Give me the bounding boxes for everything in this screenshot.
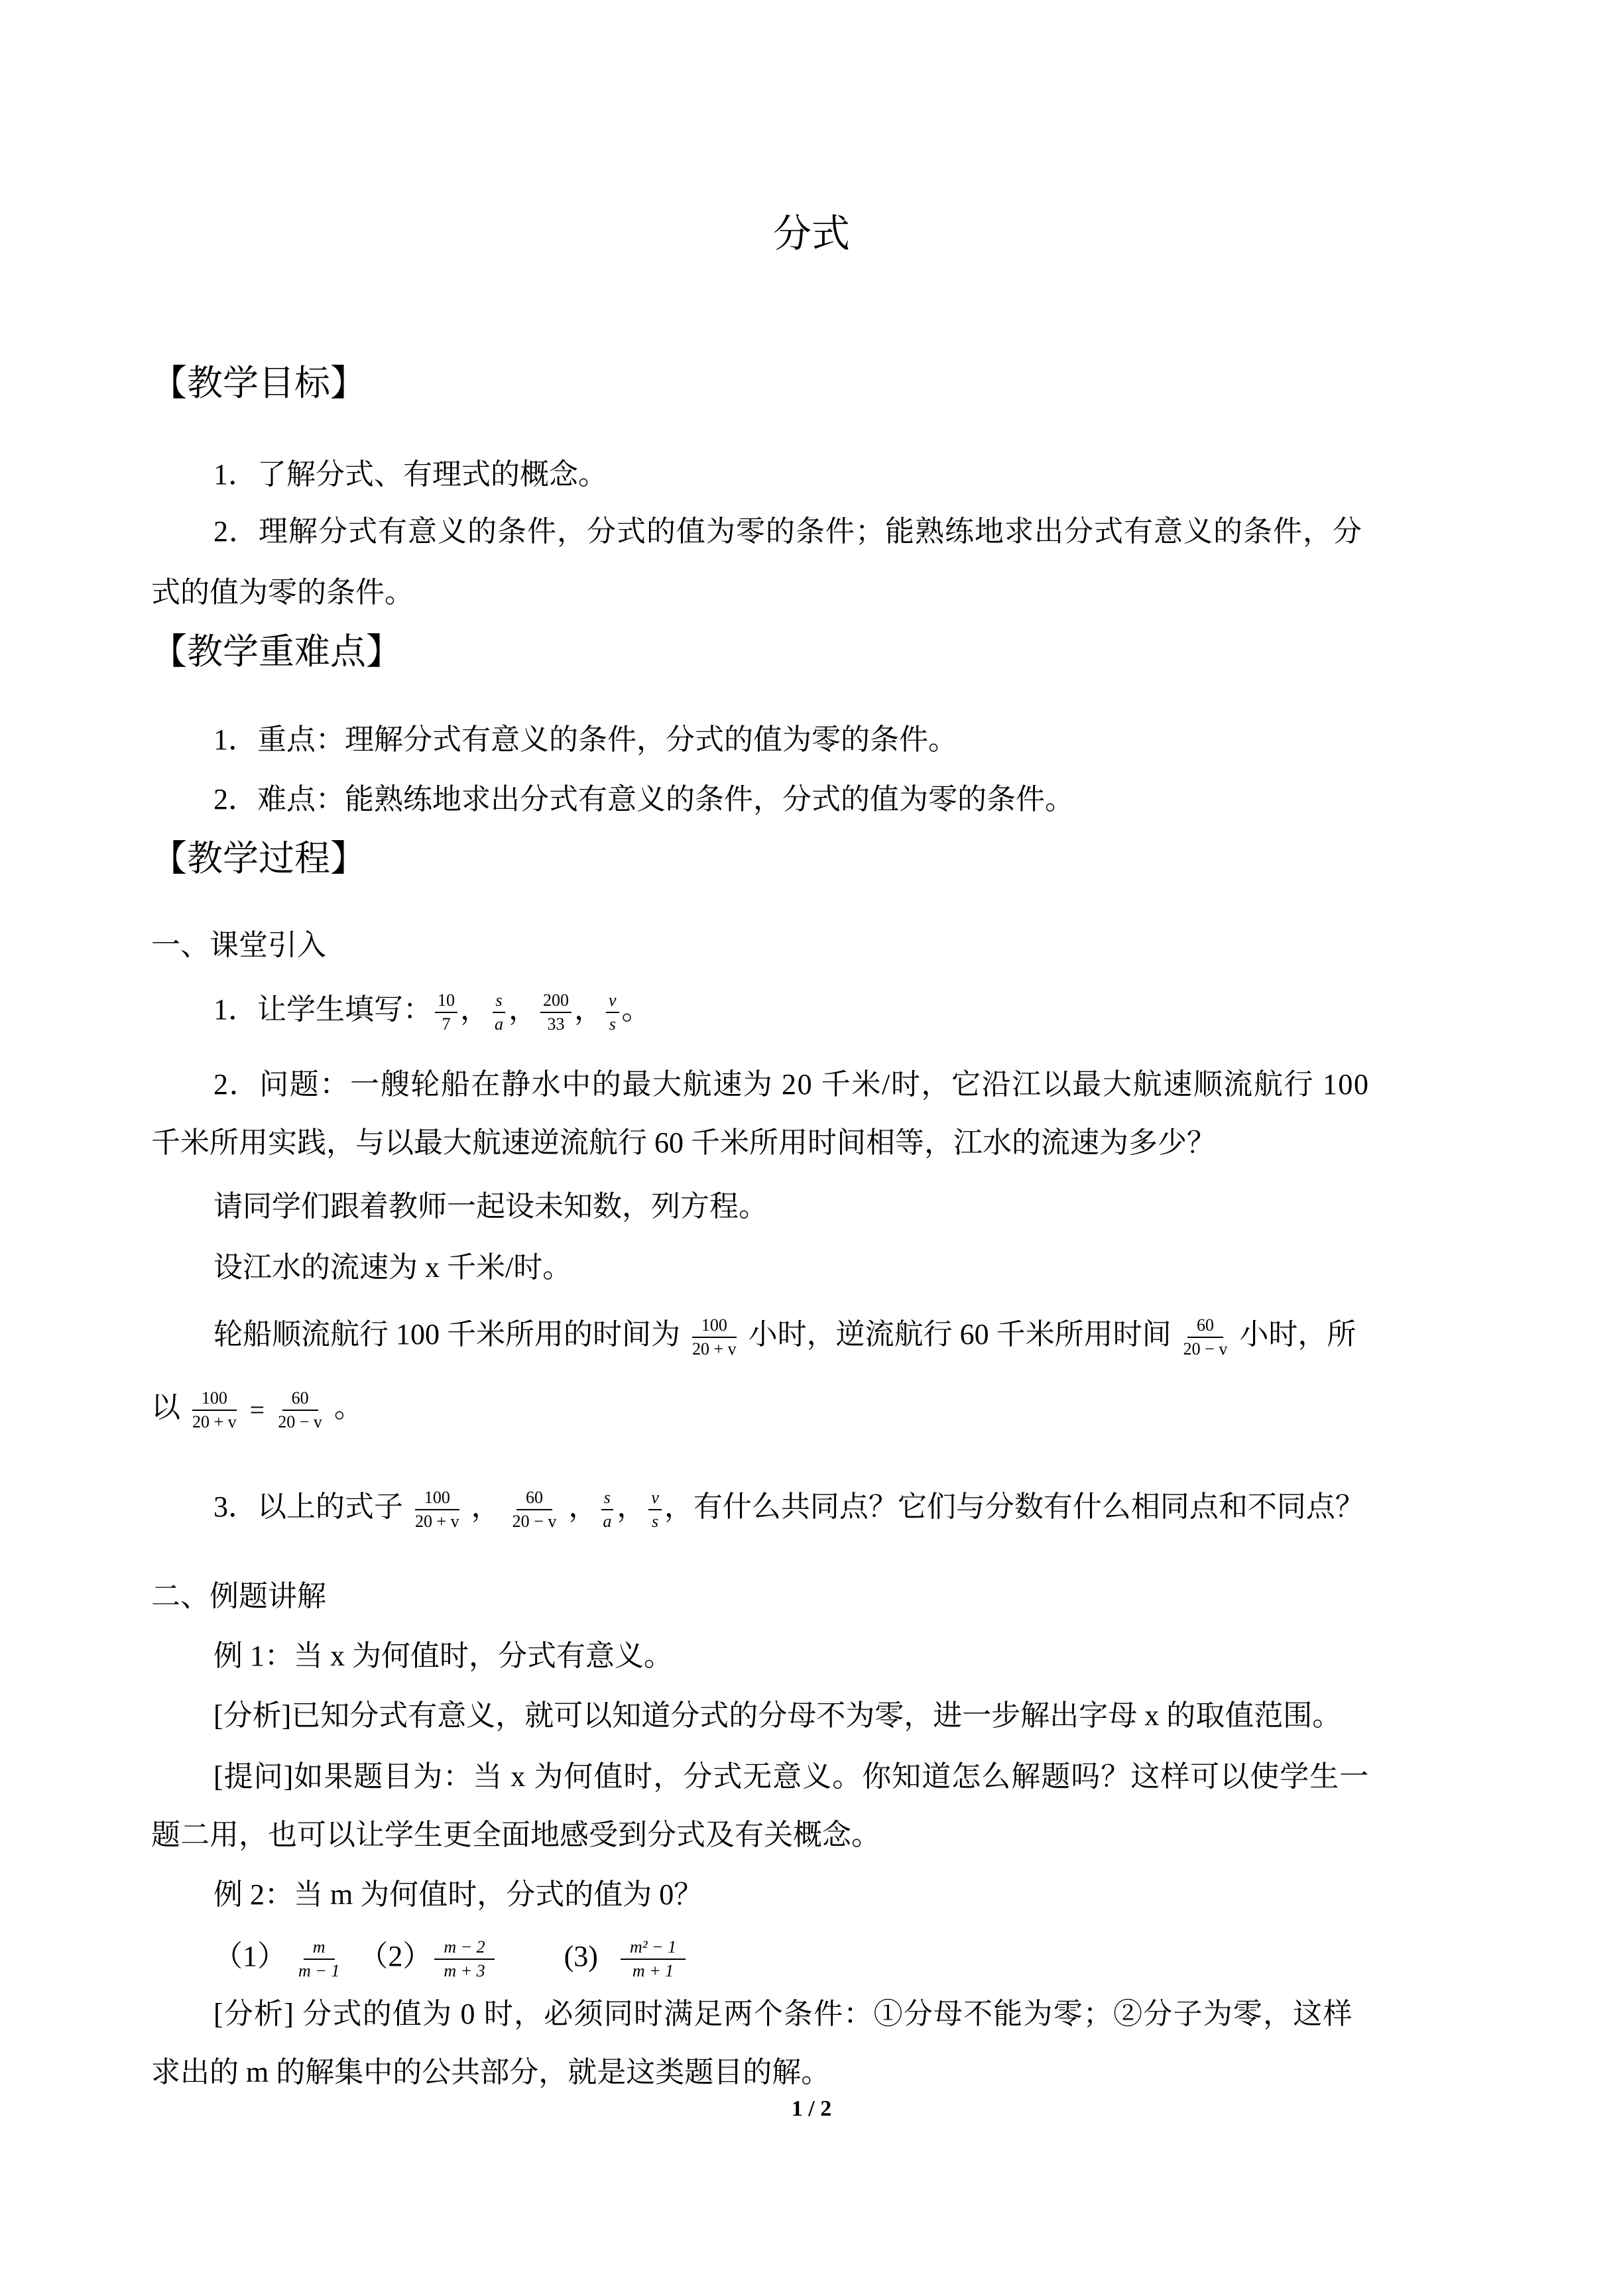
example-1-question-line-2: 题二用，也可以让学生更全面地感受到分式及有关概念。 bbox=[151, 1819, 880, 1851]
page-title: 分式 bbox=[772, 212, 850, 255]
intro-follow-line: 请同学们跟着教师一起设未知数，列方程。 bbox=[213, 1190, 768, 1223]
page-indicator: 1 / 2 bbox=[791, 2096, 832, 2121]
example-2-item-1-label: （1） bbox=[213, 1940, 286, 1972]
equation-left-fraction: $\frac{100}{20 + v}$ bbox=[192, 1388, 237, 1431]
intro-item-1: 1．让学生填写： $\frac{10}{7}$ ， $\frac{s}{a}$ ， $\frac{200}{33}$ ， $\frac{v}{s}$ 。 bbox=[213, 990, 651, 1034]
example-2-analysis-line-1: [分析] 分式的值为 0 时，必须同时满足两个条件：①分母不能为零；②分子为零，这样 bbox=[213, 1998, 1353, 2030]
fraction-60-over-20-minus-v: $\frac{60}{20 - v}$ bbox=[512, 1487, 557, 1531]
intro-item-1-prefix: 1．让学生填写： bbox=[213, 993, 432, 1026]
fraction-m-squared-minus-1-over-m-plus-1: $\frac{\text{m² − 1}}{m + 1}$ bbox=[621, 1937, 686, 1981]
fraction-v-over-s: $\frac{v}{s}$ bbox=[606, 991, 619, 1034]
fraction-100-over-20-plus-v: $\frac{100}{20 + v}$ bbox=[692, 1315, 737, 1359]
example-2: 例 2：当 m 为何值时，分式的值为 0？ bbox=[213, 1878, 703, 1911]
intro-let-line: 设江水的流速为 x 千米/时。 bbox=[213, 1251, 572, 1284]
example-1: 例 1：当 x 为何值时，分式有意义。 bbox=[213, 1640, 673, 1672]
equals-sign: = bbox=[249, 1394, 265, 1425]
key-point-2: 2．难点：能熟练地求出分式有意义的条件，分式的值为零的条件。 bbox=[213, 783, 1074, 816]
fraction-100-over-20-plus-v: $\frac{100}{20 + v}$ bbox=[415, 1487, 459, 1531]
objective-item-1: 1．了解分式、有理式的概念。 bbox=[213, 458, 607, 491]
fraction-200-over-33: $\frac{200}{33}$ bbox=[540, 991, 571, 1034]
intro-item-2-line-1: 2．问题：一艘轮船在静水中的最大航速为 20 千米/时，它沿江以最大航速顺流航行 100 bbox=[213, 1068, 1370, 1101]
fraction-s-over-a: $\frac{s}{a}$ bbox=[600, 1488, 614, 1532]
intro-item-2-line-2: 千米所用实践，与以最大航速逆流航行 60 千米所用时间相等，江水的流速为多少？ bbox=[151, 1126, 1216, 1159]
part-heading-intro: 一、课堂引入 bbox=[151, 929, 326, 961]
example-1-question-line-1: [提问]如果题目为：当 x 为何值时，分式无意义。你知道怎么解题吗？这样可以使学生一 bbox=[213, 1760, 1370, 1793]
intro-equation-line: 以 $\frac{100}{20 + v}$ = $\frac{60}{20 - v}$ 。 bbox=[151, 1388, 363, 1431]
example-2-item-2-label: （2） bbox=[359, 1940, 432, 1972]
section-heading-objectives: 【教学目标】 bbox=[151, 363, 366, 403]
fraction-60-over-20-minus-v: $\frac{60}{20 - v}$ bbox=[1183, 1315, 1228, 1359]
equation-right-fraction: $\frac{60}{20 - v}$ bbox=[278, 1388, 322, 1431]
example-2-items bbox=[213, 1920, 688, 1993]
example-1-analysis: [分析]已知分式有意义，就可以知道分式的分母不为零，进一步解出字母 x 的取值范围。 bbox=[213, 1699, 1342, 1732]
key-point-1: 1．重点：理解分式有意义的条件，分式的值为零的条件。 bbox=[213, 723, 957, 756]
objective-item-2-cont: 式的值为零的条件。 bbox=[151, 576, 414, 609]
fraction-v-over-s: $\frac{v}{s}$ bbox=[648, 1488, 662, 1532]
intro-time-line: 轮船顺流航行 100 千米所用的时间为 $\frac{100}{20 + v}$ 小时，逆流航行 60 千米所用时间 $\frac{60}{20 - v}$ 小时，所 bbox=[213, 1315, 1356, 1359]
part-heading-examples: 二、例题讲解 bbox=[151, 1580, 326, 1612]
section-heading-key-points: 【教学重难点】 bbox=[151, 632, 402, 672]
intro-item-3: 3．以上的式子 $\frac{100}{20 + v}$ ， $\frac{60}{20 - v}$ ， $\frac{s}{a}$ ， $\frac{v}{s}$ ，有什么共同点？它们与分数有什么相同点和不同点？ bbox=[213, 1487, 1364, 1531]
fraction-m-minus-2-over-m-plus-3: $\frac{m - 2}{m + 3}$ bbox=[434, 1937, 494, 1981]
fraction-10-over-7: $\frac{10}{7}$ bbox=[435, 991, 457, 1034]
example-2-analysis-line-2: 求出的 m 的解集中的公共部分，就是这类题目的解。 bbox=[151, 2056, 831, 2088]
section-heading-process: 【教学过程】 bbox=[151, 839, 366, 878]
objective-item-2: 2．理解分式有意义的条件，分式的值为零的条件；能熟练地求出分式有意义的条件，分 bbox=[213, 515, 1362, 548]
fraction-s-over-a: $\frac{s}{a}$ bbox=[492, 991, 506, 1034]
fraction-m-over-m-minus-1: $\frac{m}{m - 1}$ bbox=[298, 1937, 340, 1980]
example-2-item-3-label: (3) bbox=[564, 1940, 598, 1972]
